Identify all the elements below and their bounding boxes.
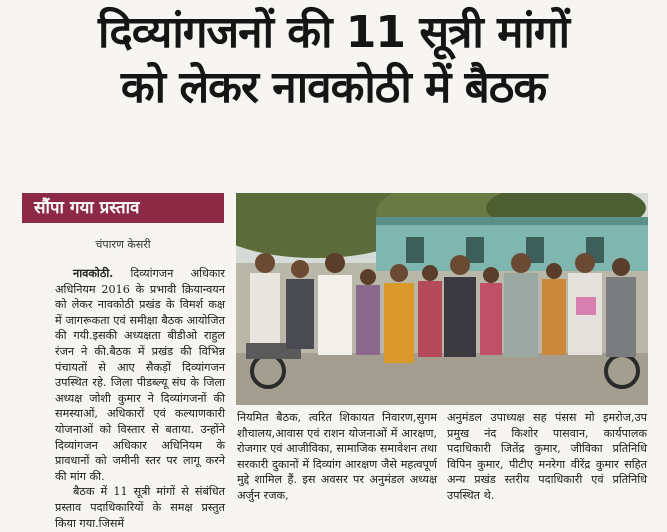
paragraph-4: अनुमंडल उपाध्यक्ष सह पंसस मो इमरोज,उप प्रमुख नंद किशोर पासवान, कार्यपालक पदाधिकारी जितेंद्र कुमार, जीविका प्रतिनिधि विपिन कुमार, पीटीए मनरेगा वीरेंद्र कुमार सहित अन्य प्रखंड स्तरीय पदाधिकारी एवं प्रतिनिधि उपस्थित थे. [447, 411, 647, 502]
paragraph-2: बैठक में 11 सूत्री मांगों से संबंधित प्रस्ताव पदाधिकारियों के समक्ष प्रस्तुत किया गया.जिसमें [55, 485, 225, 530]
group-photo-illustration [236, 193, 648, 405]
headline-line-1: दिव्यांगजनों की 11 सूत्री मांगों [98, 7, 569, 58]
paragraph-3: नियमित बैठक, त्वरित शिकायत निवारण,सुगम शौचालय,आवास एवं राशन योजनाओं में आरक्षण, रोजगार एवं आजीविका, सामाजिक समावेशन तथा सरकारी दुकानों में दिव्यांग आरक्षण जैसे महत्वपूर्ण मुद्दे शामिल हैं. इस अवसर पर अनुमंडल अध्यक्ष अर्जुन रजक, [237, 411, 437, 502]
meeting-photo [236, 193, 648, 405]
article-column-2 [237, 410, 437, 504]
dateline: नावकोठी. [73, 266, 114, 280]
headline [0, 6, 667, 116]
article-column-1 [55, 266, 225, 531]
section-tag: सौंपा गया प्रस्ताव [22, 193, 224, 223]
paragraph-1 [55, 266, 225, 484]
article-column-3 [447, 410, 647, 504]
byline: चंपारण केसरी [95, 238, 151, 251]
headline-line-2: को लेकर नावकोठी में बैठक [120, 62, 547, 113]
paragraph-1-text: दिव्यांगजन अधिकार अधिनियम 2016 के प्रभावी क्रियान्वयन को लेकर नावकोठी प्रखंड के विमर्श कक्ष में जागरूकता एवं समीक्षा बैठक आयोजित की गयी.इसकी अध्यक्षता बीडीओ राहुल रंजन ने की.बैठक में प्रखंड की विभिन्न पंचायतों से आए सैकड़ों दिव्यांगजन उपस्थित रहे. जिला पीडब्ल्यू संघ के जिला अध्यक्ष जोशी कुमार ने दिव्यांगजनों की समस्याओं, अधिकारों एवं कल्याणकारी योजनाओं को विस्तार से बताया. उन्होंने दिव्यांगजन अधिकार अधिनियम के प्रावधानों को जमीनी स्तर पर लागू करने की मांग की. [55, 267, 226, 483]
